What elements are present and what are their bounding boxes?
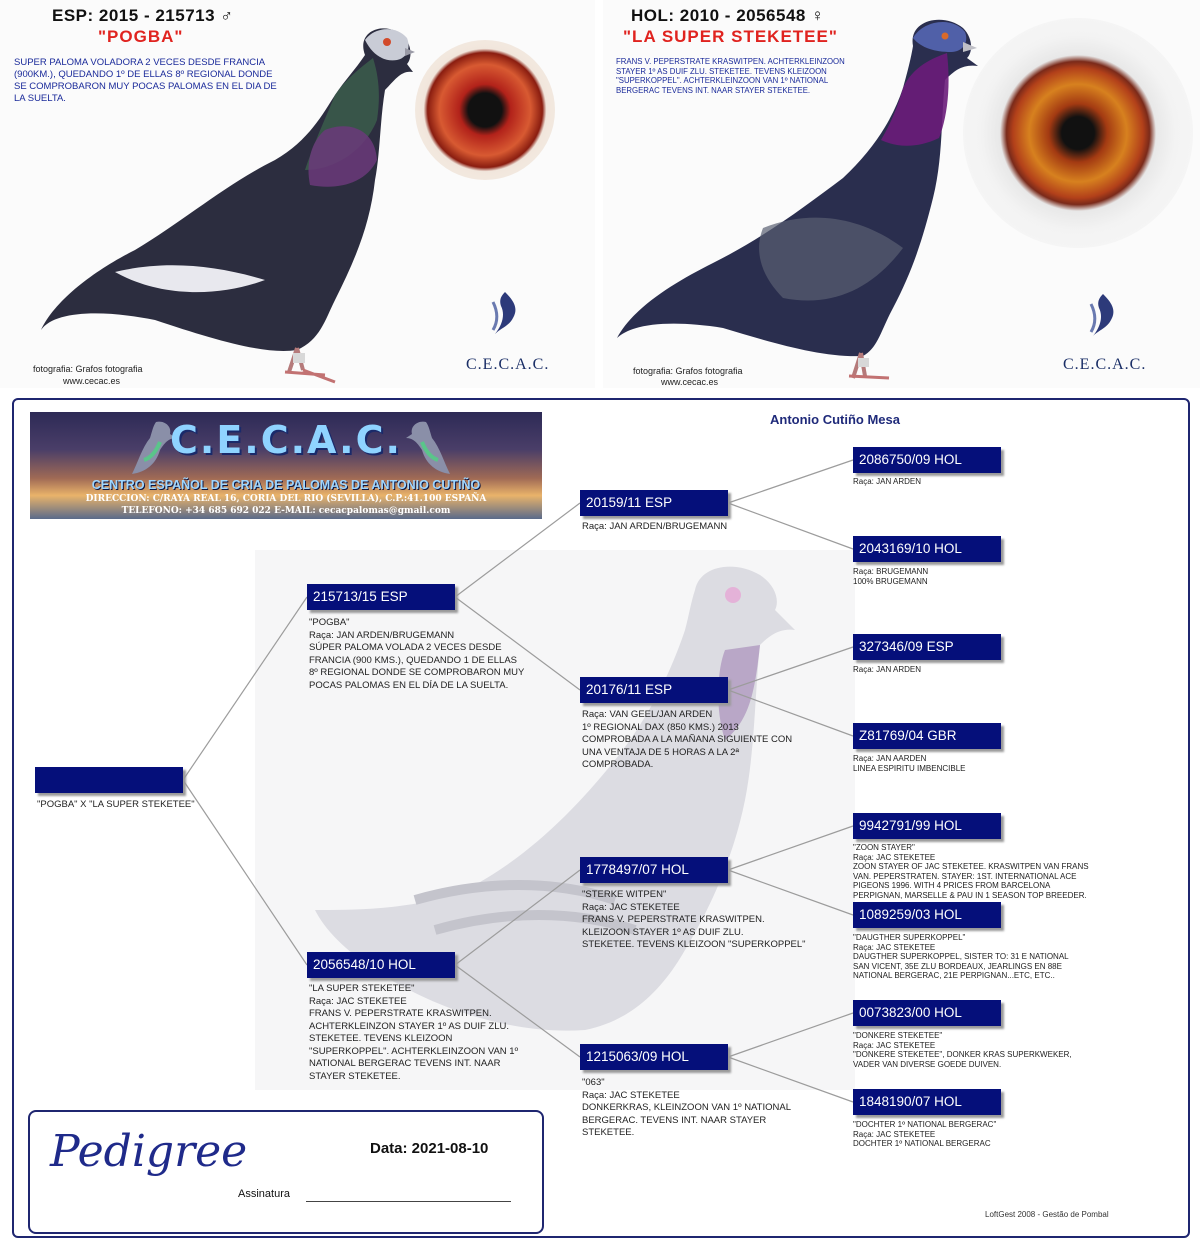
banner-subtitle: CENTRO ESPAÑOL DE CRIA DE PALOMAS DE ANTONIO CUTIÑO [91, 478, 481, 492]
subject-note: "POGBA" X "LA SUPER STEKETEE" [37, 799, 195, 810]
dam-sire-ring-box[interactable]: 1778497/07 HOL [580, 857, 728, 883]
subject-ring-box[interactable] [35, 767, 183, 793]
signature-label: Assinatura [238, 1188, 290, 1200]
banner-contact: TELEFONO: +34 685 692 022 E-MAIL: cecacpalomas@gmail.com [121, 506, 451, 516]
steketee-cecac-logo-text: C.E.C.A.C. [1063, 356, 1147, 373]
pedigree-script-title: Pedigree [50, 1126, 248, 1177]
ddd-ring-box[interactable]: 1848190/07 HOL [853, 1089, 1001, 1115]
pogba-photo-credit: fotografia: Grafos fotografia [33, 364, 143, 374]
sire-sire-note: Raça: JAN ARDEN/BRUGEMANN [582, 521, 728, 532]
sire-dam-ring-box[interactable]: 20176/11 ESP [580, 677, 728, 703]
dds-note: "DONKERE STEKETEE" Raça: JAC STEKETEE "DONKERE STEKETEE", DONKER KRAS SUPERKWEKER, VADER VAN DIVERSE GOEDE DUIVEN. [853, 1031, 1072, 1069]
sds-note: Raça: JAN ARDEN [853, 665, 922, 674]
banner-title: C.E.C.A.C. [170, 418, 402, 462]
ssd-note: Raça: BRUGEMANN 100% BRUGEMANN [853, 567, 929, 586]
sds-ring-box[interactable]: 327346/09 ESP [853, 634, 1001, 660]
owner-name: Antonio Cutiño Mesa [770, 412, 900, 427]
pogba-ring: ESP: 2015 - 215713 ♂ [52, 6, 234, 25]
sdd-ring-box[interactable]: Z81769/04 GBR [853, 723, 1001, 749]
pogba-cecac-logo-text: C.E.C.A.C. [466, 356, 550, 373]
pogba-description: SUPER PALOMA VOLADORA 2 VECES DESDE FRANCIA (900KM.), QUEDANDO 1º DE ELLAS 8º REGIONAL DONDE SE COMPROBARON MUY POCAS PALOMAS EN EL DIA DE LA SUELTA. [14, 57, 277, 104]
sire-sire-ring-box[interactable]: 20159/11 ESP [580, 490, 728, 516]
dam-ring-box[interactable]: 2056548/10 HOL [307, 952, 455, 978]
dam-dam-ring-box[interactable]: 1215063/09 HOL [580, 1044, 728, 1070]
dam-note: "LA SUPER STEKETEE" Raça: JAC STEKETEE FRANS V. PEPERSTRATE KRASWITPEN. ACHTERKLEINZON STAYER 1º AS DUIF ZLU. STEKETEE. TEVENS KLEIZOON "SUPERKOPPEL". ACHTERKLEINZOON VAN 1º NATIONAL BERGERAC TEVENS INT. NAAR STAYER STEKETEE. [309, 983, 519, 1082]
signature-line [306, 1201, 511, 1202]
dam-dam-note: "063" Raça: JAC STEKETEE DONKERKRAS, KLEINZOON VAN 1º NATIONAL BERGERAC. TEVENS INT. NAAR STAYER STEKETEE. [582, 1077, 791, 1138]
ddd-note: "DOCHTER 1º NATIONAL BERGERAC" Raça: JAC STEKETEE DOCHTER 1º NATIONAL BERGERAC [853, 1120, 997, 1148]
steketee-name: "LA SUPER STEKETEE" [623, 27, 838, 46]
steketee-ring: HOL: 2010 - 2056548 ♀ [631, 6, 825, 25]
dss-note: "ZOON STAYER" Raça: JAC STEKETEE ZOON STAYER OF JAC STEKETEE. KRASWITPEN VAN FRANS VAN. PEPERSTRATEN. STAYER: 1ST. INTERNATIONAL ACE PIGEONS 1996. WITH 4 PRICES FROM BARCELONA PERPIGNAN, MARSELLE & PAU IN 1 SEASON TOP BREEDER. [853, 843, 1089, 900]
sire-note: "POGBA" Raça: JAN ARDEN/BRUGEMANN SÚPER PALOMA VOLADA 2 VECES DESDE FRANCIA (900 KMS.), QUEDANDO 1 DE ELLAS 8º REGIONAL DONDE SE COMPROBARON MUY POCAS PALOMAS EN EL DÍA DE LA SUELTA. [309, 617, 525, 691]
steketee-description: FRANS V. PEPERSTRATE KRASWITPEN. ACHTERKLEINZOON STAYER 1º AS DUIF ZLU. STEKETEE. TEVENS KLEIZOON "SUPERKOPPEL". ACHTERKLEINZOON VAN 1º NATIONAL BERGERAC TEVENS INT. NAAR STAYER STEKETEE. [616, 57, 845, 95]
sss-ring-box[interactable]: 2086750/09 HOL [853, 447, 1001, 473]
pedigree-date: Data: 2021-08-10 [370, 1140, 489, 1157]
dss-ring-box[interactable]: 9942791/99 HOL [853, 813, 1001, 839]
dsd-note: "DAUGTHER SUPERKOPPEL" Raça: JAC STEKETEE DAUGTHER SUPERKOPPEL, SISTER TO: 31 E NATIONAL SAN VICENT, 35E ZLU BORDEAUX, JEARLINGS EN 88E NATIONAL BERGERAC, 21E PERPIGNAN...ETC, ETC.. [853, 933, 1069, 980]
pogba-website: www.cecac.es [63, 376, 121, 386]
banner-address: DIRECCION: C/RAYA REAL 16, CORIA DEL RIO (SEVILLA), C.P.:41.100 ESPAÑA [85, 494, 487, 504]
dam-sire-note: "STERKE WITPEN" Raça: JAC STEKETEE FRANS V. PEPERSTRATE KRASWITPEN. KLEIZOON STAYER 1º AS DUIF ZLU. STEKETEE. TEVENS KLEIZOON "SUPERKOPPEL" [582, 889, 806, 950]
pogba-name: "POGBA" [98, 27, 184, 46]
sss-note: Raça: JAN ARDEN [853, 477, 922, 486]
sdd-note: Raça: JAN AARDEN LINEA ESPIRITU IMBENCIBLE [853, 754, 966, 773]
footer-credit: LoftGest 2008 - Gestão de Pombal [985, 1210, 1109, 1219]
dds-ring-box[interactable]: 0073823/00 HOL [853, 1000, 1001, 1026]
dsd-ring-box[interactable]: 1089259/03 HOL [853, 902, 1001, 928]
sire-ring-box[interactable]: 215713/15 ESP [307, 584, 455, 610]
steketee-photo-credit: fotografia: Grafos fotografia [633, 366, 743, 376]
pedigree-card [28, 1110, 544, 1234]
steketee-website: www.cecac.es [661, 377, 719, 387]
ssd-ring-box[interactable]: 2043169/10 HOL [853, 536, 1001, 562]
sire-dam-note: Raça: VAN GEEL/JAN ARDEN 1º REGIONAL DAX (850 KMS.) 2013 COMPROBADA A LA MAÑANA SIGUIENTE CON UNA VENTAJA DE 5 HORAS A LA 2ª COMPROBADA. [582, 709, 793, 770]
